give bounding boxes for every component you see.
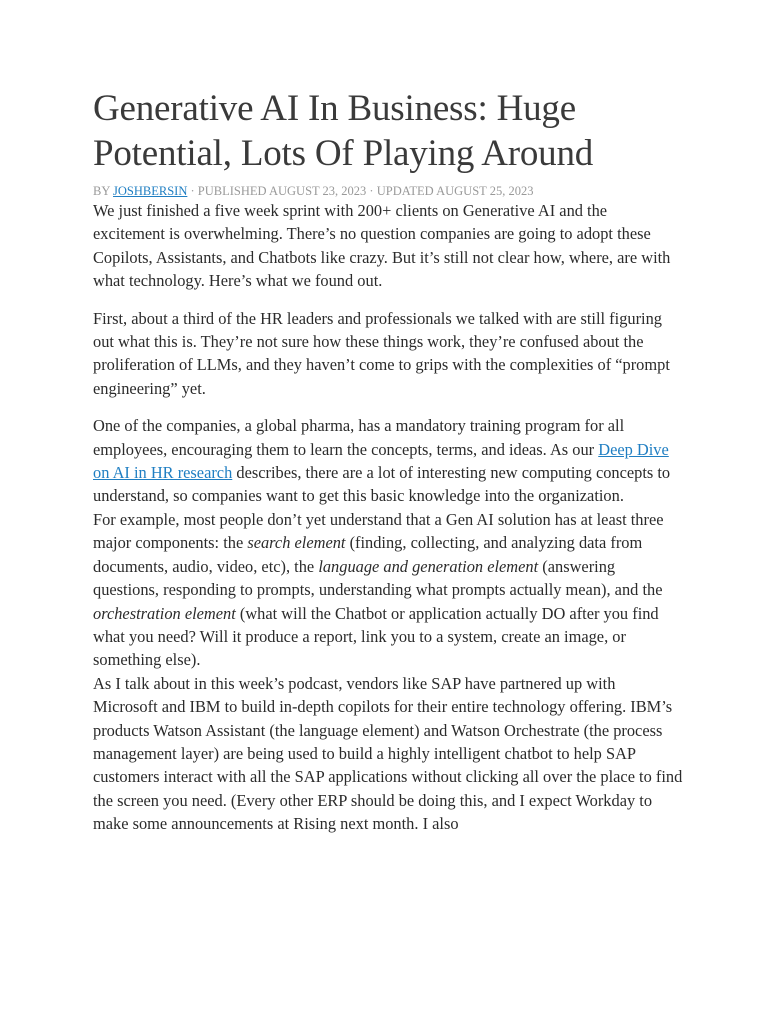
- language-element-term: language and generation element: [318, 556, 539, 576]
- article: [93, 86, 683, 836]
- paragraph-pharma: [93, 414, 683, 508]
- meta-by: BY: [93, 184, 114, 198]
- components-text-b: (finding, collecting, and analyzing data from documents, audio, video, etc), the: [93, 533, 643, 576]
- article-title: Generative AI In Business: Huge Potential, Lots Of Playing Around: [93, 88, 594, 174]
- paragraph-intro: We just finished a five week sprint with 200+ clients on Generative AI and the excitement is overwhelming. There’s no question companies are going to adopt these Copilots, Assistants, and Chatbots like crazy. But it’s still not clear how, where, are with what technology. Here’s what we found out.: [93, 201, 671, 291]
- paragraph-pharma-text-b: describes, there are a lot of interesting new computing concepts to understand, so companies want to get this basic knowledge into the organization.: [93, 463, 671, 506]
- components-text-c: (answering questions, responding to prompts, understanding what prompts actually mean), and the: [93, 556, 663, 600]
- orchestration-element-term: orchestration element: [93, 603, 236, 623]
- paragraph-vendors: As I talk about in this week’s podcast, vendors like SAP have partnered up with Microsoft and IBM to build in-depth copilots for their entire technology offering. IBM’s products Watson Assistant (the language element) and Watson Orchestrate (the process management layer) are being used to build a highly intelligent chatbot to help SAP customers interact with all the SAP applications without clicking all over the place to find the screen you need. (Every other ERP should be doing this, and I expect Workday to make some announcements at Rising next month. I also: [93, 673, 683, 834]
- components-text-d: (what will the Chatbot or application actually DO after you find what you need? Will it produce a report, link you to a system, create an image, or something else).: [93, 603, 659, 670]
- deep-dive-link[interactable]: Deep Dive on AI in HR research: [93, 439, 669, 483]
- author-link[interactable]: JOSHBERSIN: [113, 184, 188, 198]
- components-text-a: For example, most people don’t yet understand that a Gen AI solution has at least three major components: the: [93, 509, 664, 553]
- article-meta: [93, 183, 683, 199]
- search-element-term: search element: [247, 533, 346, 553]
- paragraph-pharma-text-a: One of the companies, a global pharma, has a mandatory training program for all employees, encouraging them to learn the concepts, terms, and ideas. As our: [93, 416, 625, 459]
- paragraph-components: [93, 508, 683, 672]
- paragraph-hr-leaders: First, about a third of the HR leaders and professionals we talked with are still figuring out what this is. They’re not sure how these things work, they’re confused about the proliferation of LLMs, and they haven’t come to grips with the complexities of “prompt engineering” yet.: [93, 308, 670, 398]
- meta-dates: · PUBLISHED AUGUST 23, 2023 · UPDATED AUGUST 25, 2023: [187, 184, 534, 198]
